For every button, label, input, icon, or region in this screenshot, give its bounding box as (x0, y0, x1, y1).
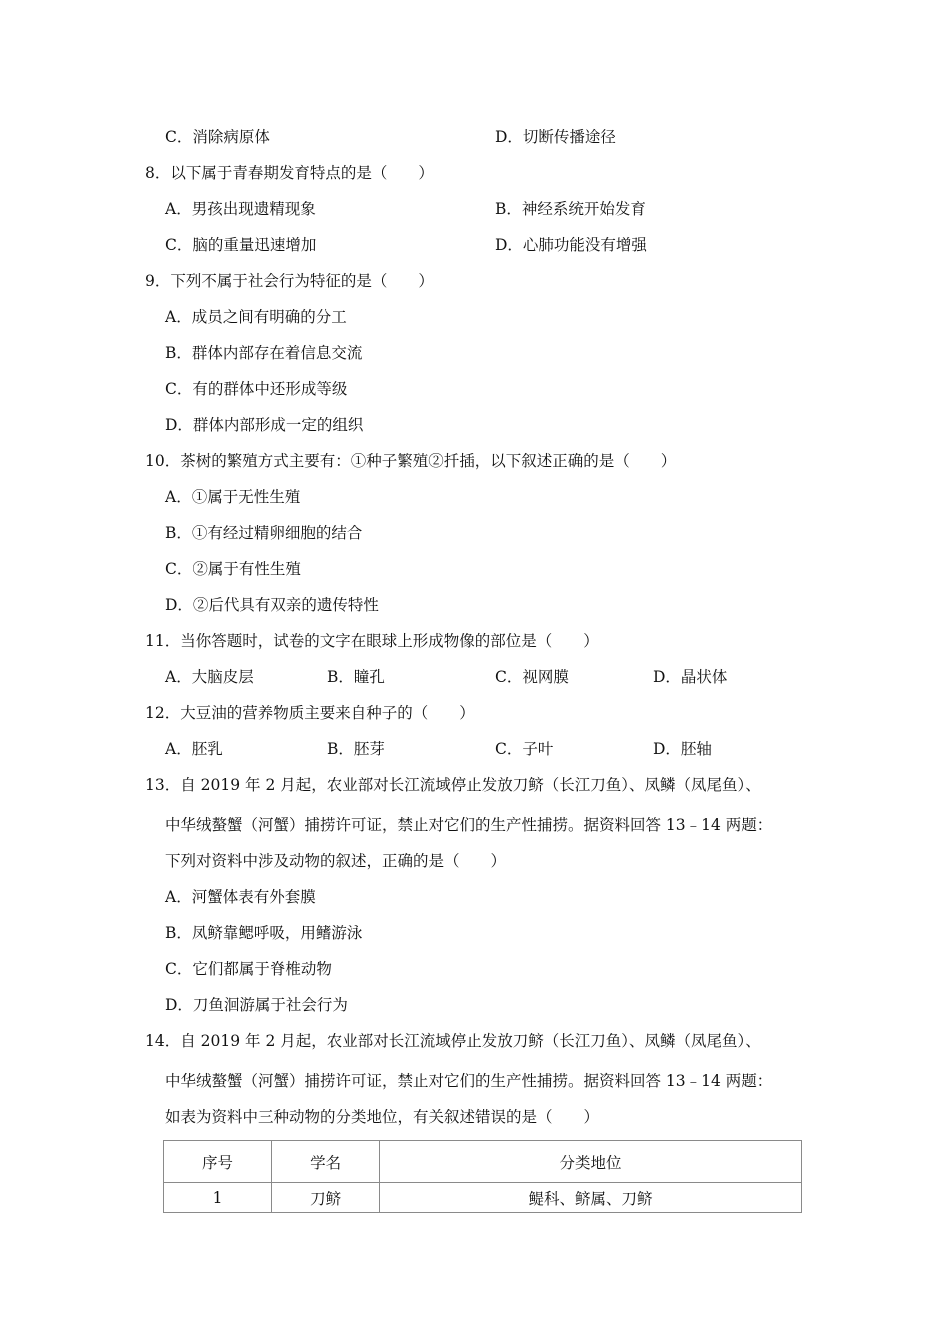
q8-option-a: A．男孩出现遗精现象 (165, 200, 316, 218)
q13-stem-line1: 13．自 2019 年 2 月起，农业部对长江流域停止发放刀鲚（长江刀鱼）、凤鳞（凤尾鱼）、 (145, 776, 761, 794)
table-header-cell: 学名 (272, 1141, 380, 1183)
q8-stem: 8．以下属于青春期发育特点的是（ ） (145, 164, 434, 182)
q14-stem-line3: 如表为资料中三种动物的分类地位，有关叙述错误的是（ ） (165, 1108, 600, 1126)
classification-table (163, 1140, 802, 1213)
q10-stem: 10．茶树的繁殖方式主要有：①种子繁殖②扦插，以下叙述正确的是（ ） (145, 452, 677, 470)
q11-option-c: C．视网膜 (495, 668, 569, 686)
q9-option-d: D．群体内部形成一定的组织 (165, 416, 364, 434)
q12-option-d: D．胚轴 (653, 740, 712, 758)
q9-option-a: A．成员之间有明确的分工 (165, 308, 347, 326)
q12-option-a: A．胚乳 (165, 740, 223, 758)
table-header-cell: 序号 (164, 1141, 272, 1183)
q11-option-d: D．晶状体 (653, 668, 728, 686)
q11-option-b: B．瞳孔 (327, 668, 385, 686)
table-cell: 刀鲚 (272, 1183, 380, 1213)
q7-option-d: D．切断传播途径 (495, 128, 616, 146)
q13-option-b: B．凤鲚靠鳃呼吸，用鳍游泳 (165, 924, 363, 942)
q14-stem-line1: 14．自 2019 年 2 月起，农业部对长江流域停止发放刀鲚（长江刀鱼）、凤鳞（凤尾鱼）、 (145, 1032, 761, 1050)
q13-option-d: D．刀鱼洄游属于社会行为 (165, 996, 348, 1014)
q13-stem-line2: 中华绒螯蟹（河蟹）捕捞许可证，禁止对它们的生产性捕捞。据资料回答 13﹣14 两题： (165, 816, 773, 834)
q9-stem: 9．下列不属于社会行为特征的是（ ） (145, 272, 434, 290)
q12-option-b: B．胚芽 (327, 740, 385, 758)
q10-option-d: D．②后代具有双亲的遗传特性 (165, 596, 379, 614)
table-row (164, 1183, 802, 1213)
q13-stem-line3: 下列对资料中涉及动物的叙述，正确的是（ ） (165, 852, 507, 870)
q11-stem: 11．当你答题时，试卷的文字在眼球上形成物像的部位是（ ） (145, 632, 599, 650)
q10-option-b: B．①有经过精卵细胞的结合 (165, 524, 363, 542)
q9-option-b: B．群体内部存在着信息交流 (165, 344, 363, 362)
q10-option-a: A．①属于无性生殖 (165, 488, 301, 506)
q13-option-c: C．它们都属于脊椎动物 (165, 960, 332, 978)
table-header-cell: 分类地位 (380, 1141, 802, 1183)
q13-option-a: A．河蟹体表有外套膜 (165, 888, 316, 906)
q7-option-c: C．消除病原体 (165, 128, 270, 146)
table-cell: 1 (164, 1183, 272, 1213)
q11-option-a: A．大脑皮层 (165, 668, 254, 686)
q10-option-c: C．②属于有性生殖 (165, 560, 301, 578)
table-cell: 鳀科、鲚属、刀鲚 (380, 1183, 802, 1213)
table-header-row (164, 1141, 802, 1183)
q8-option-c: C．脑的重量迅速增加 (165, 236, 317, 254)
q8-option-d: D．心肺功能没有增强 (495, 236, 647, 254)
q12-stem: 12．大豆油的营养物质主要来自种子的（ ） (145, 704, 475, 722)
q8-option-b: B．神经系统开始发育 (495, 200, 646, 218)
q14-stem-line2: 中华绒螯蟹（河蟹）捕捞许可证，禁止对它们的生产性捕捞。据资料回答 13﹣14 两题： (165, 1072, 773, 1090)
q9-option-c: C．有的群体中还形成等级 (165, 380, 348, 398)
q12-option-c: C．子叶 (495, 740, 554, 758)
